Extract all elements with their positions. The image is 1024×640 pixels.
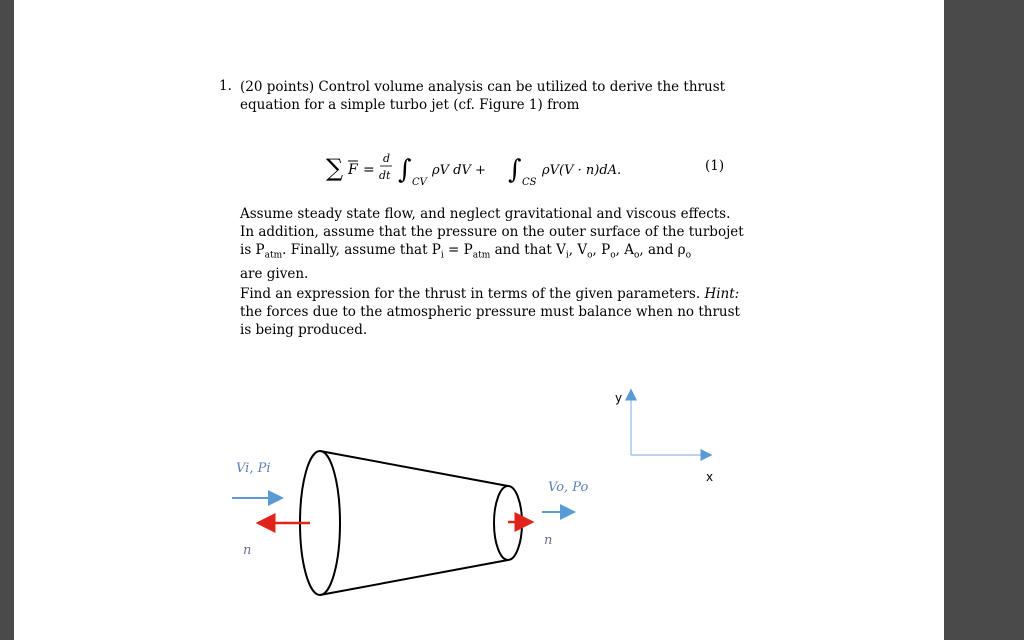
problem-number: 1. <box>219 78 232 94</box>
outlet-normal-label: n <box>544 533 553 548</box>
assume-line-2: In addition, assume that the pressure on the outer surface of the turbojet <box>240 224 744 240</box>
inlet-label: Vi, Pi <box>236 461 271 476</box>
eq-d: d <box>383 152 391 165</box>
eq-cv-label: CV <box>412 177 427 188</box>
eq-equals: = <box>363 162 375 178</box>
cone-top-edge <box>320 451 508 486</box>
eq-force: F <box>348 162 358 178</box>
assume-line-1: Assume steady state flow, and neglect gravitational and viscous effects. <box>240 206 731 222</box>
eq-cs-label: CS <box>522 177 537 188</box>
intro-line-2: equation for a simple turbo jet (cf. Figure 1) from <box>240 97 580 113</box>
eq-term2: ρV(V · n)dA. <box>542 163 622 178</box>
eq-sum: ∑ <box>326 154 344 182</box>
eq-integral-cs: ∫ <box>508 155 522 185</box>
y-axis-label: y <box>615 391 623 405</box>
eq-term1: ρV dV + <box>432 163 486 178</box>
x-axis-label: x <box>706 470 714 484</box>
find-line-1: Find an expression for the thrust in terms of the given parameters. Hint: <box>240 286 740 302</box>
assume-line-4: are given. <box>240 265 309 282</box>
outlet-label: Vo, Po <box>548 480 589 495</box>
assume-line-3: is $P_{atm}$. Finally, assume that $P_i = P_{atm}$ and that $V_i$, $V_o$, $P_o$, $A_o$, and $\rho_o$ <box>240 242 692 261</box>
inlet-normal-label: n <box>243 543 252 558</box>
find-line-2: the forces due to the atmospheric pressure must balance when no thrust <box>240 304 740 320</box>
eq-dt: dt <box>379 169 391 182</box>
intro-line-1: (20 points) Control volume analysis can be utilized to derive the thrust <box>240 79 726 95</box>
find-line-3: is being produced. <box>240 322 368 338</box>
equation-number: (1) <box>705 158 725 174</box>
eq-integral-cv: ∫ <box>398 155 412 185</box>
cone-bottom-edge <box>320 560 508 595</box>
